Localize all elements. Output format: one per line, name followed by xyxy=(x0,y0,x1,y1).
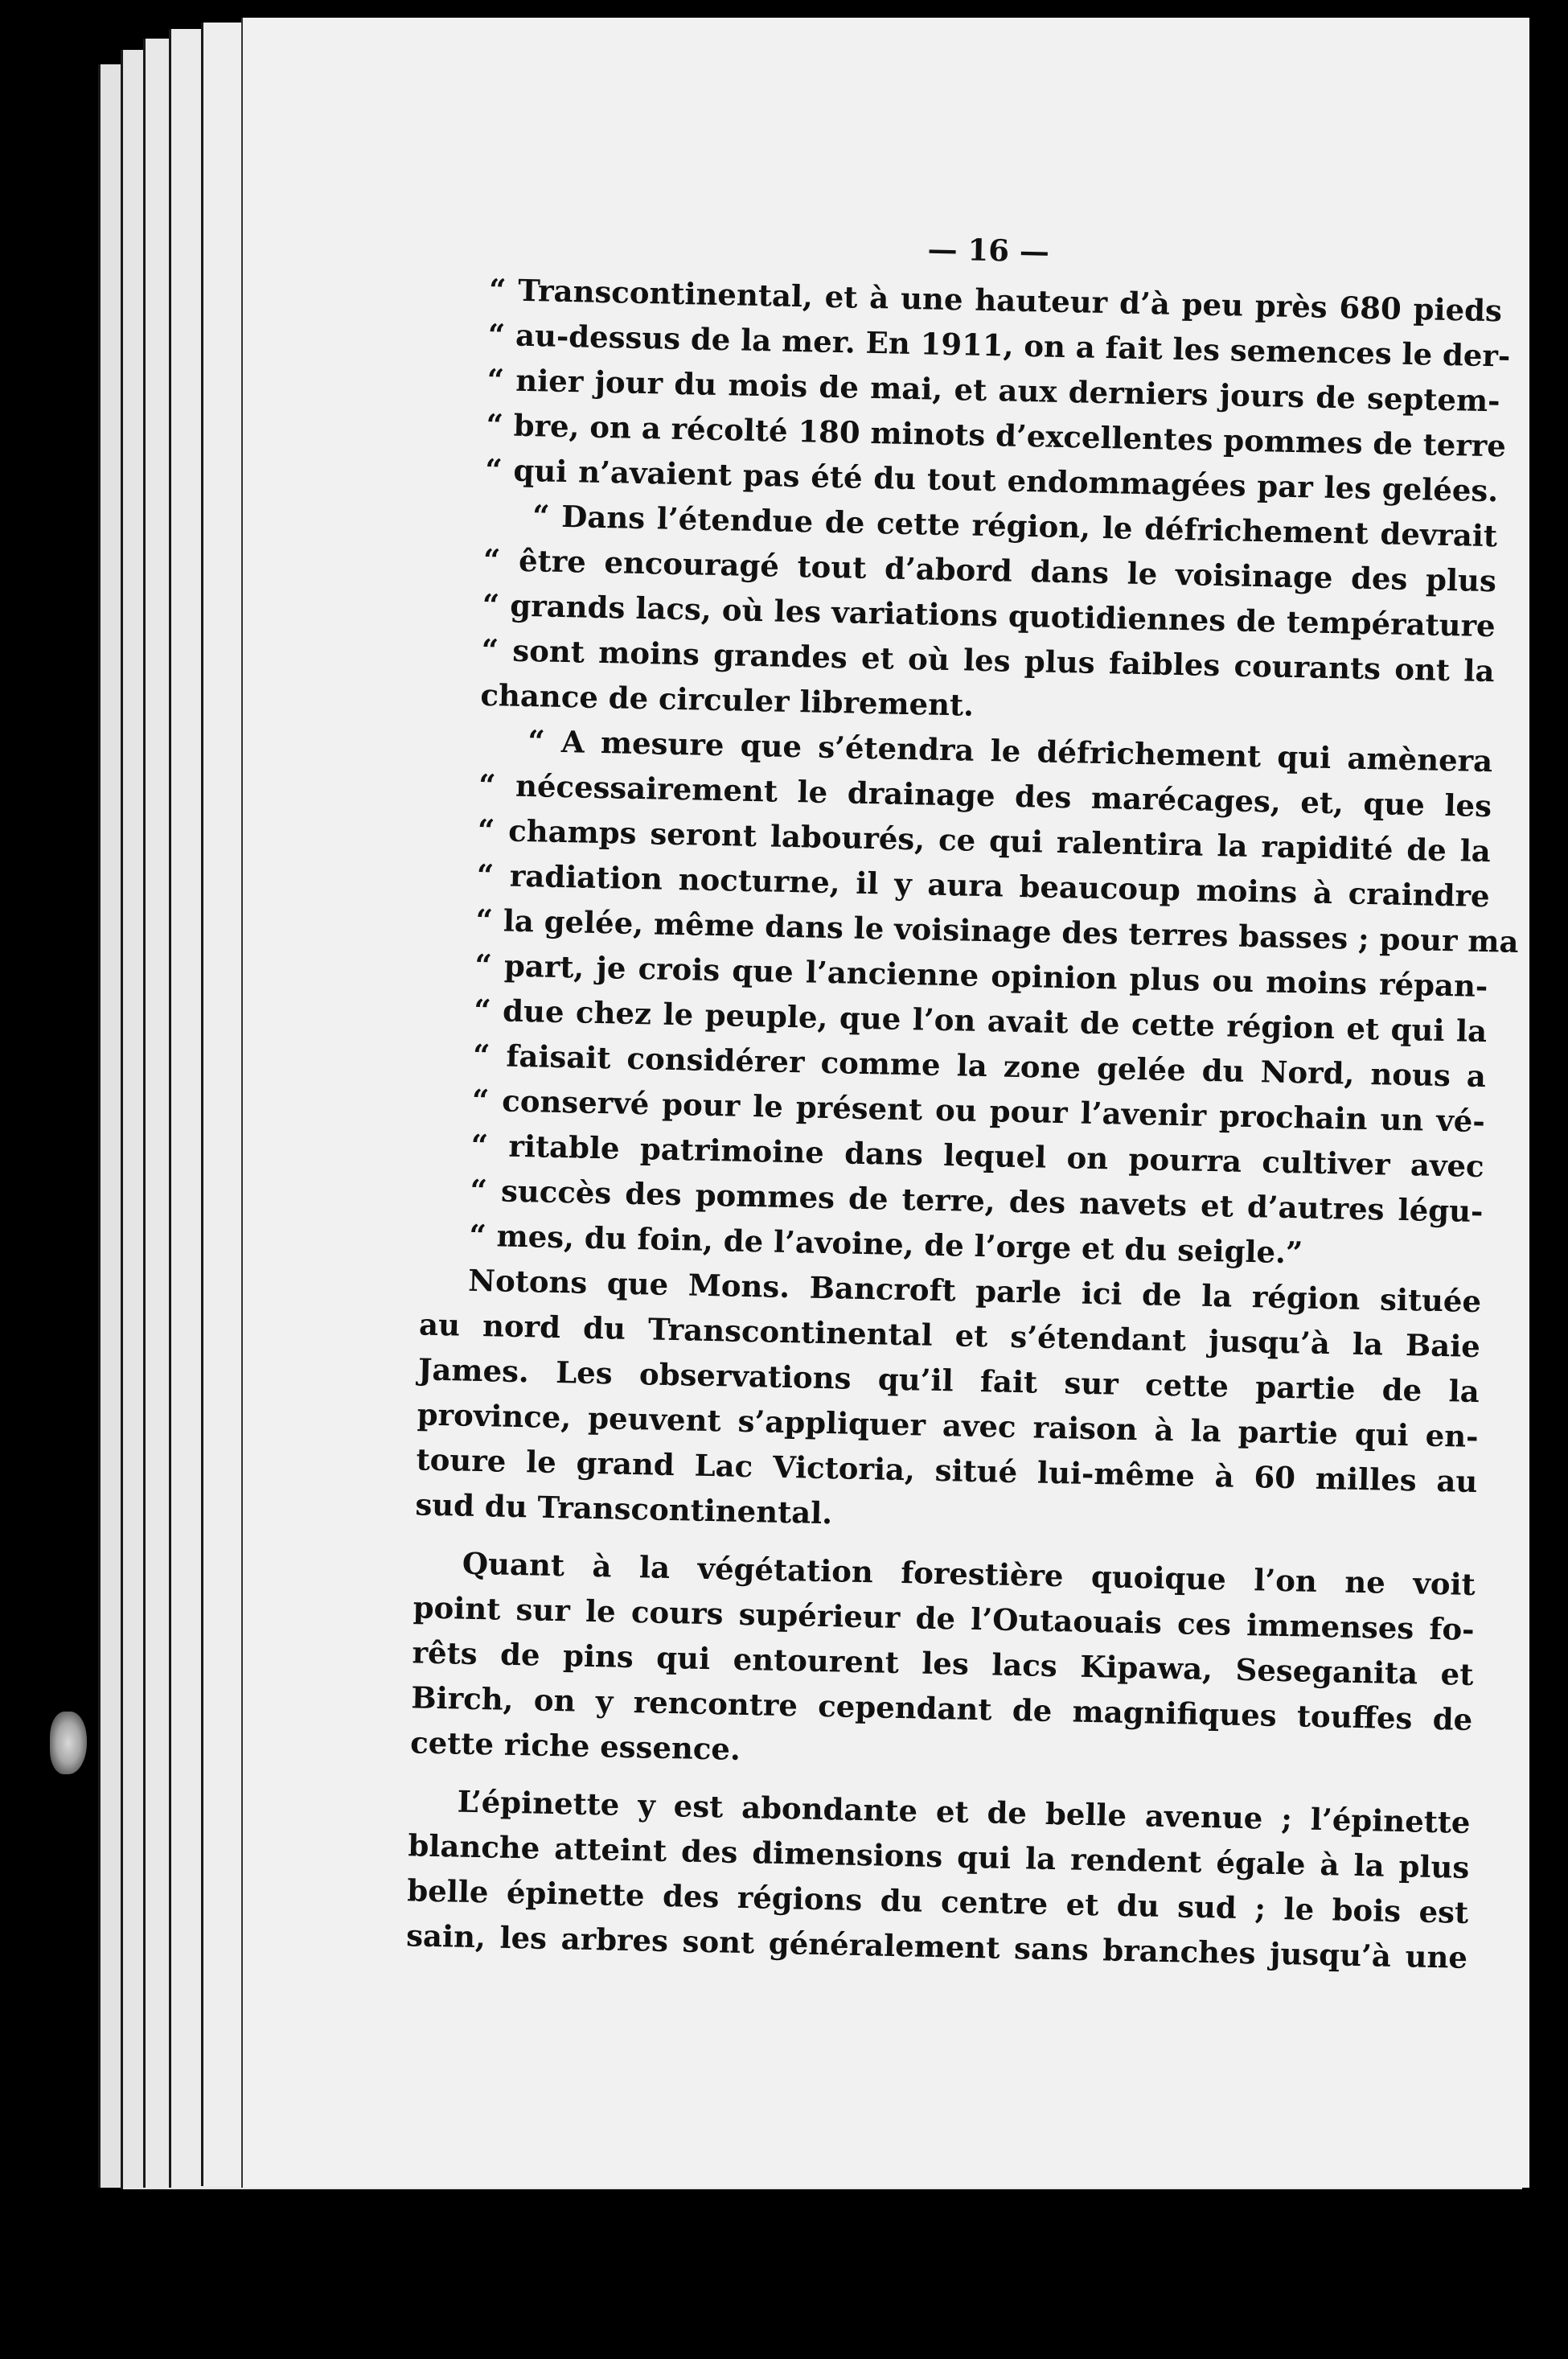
paragraph xyxy=(484,267,1511,513)
text-line: “ due chez le peuple, que l’on avait de cette région et qui la xyxy=(473,992,1488,1050)
text-line: “ bre, on a récolté 180 minots d’excellentes pommes de terre xyxy=(486,406,1507,464)
text-line: sud du Transcontinental. xyxy=(415,1486,833,1531)
text-line: “ sont moins grandes et où les plus faibles courants ont la xyxy=(481,631,1495,689)
text-line: “ grands lacs, où les variations quotidiennes de température xyxy=(482,586,1496,644)
page-number: — 16 — xyxy=(927,231,1050,269)
text-line: rêts de pins qui entourent les lacs Kipawa, Seseganita et xyxy=(412,1634,1474,1692)
text-line: “ nécessairement le drainage des marécages, et, que les xyxy=(478,766,1492,824)
paragraph xyxy=(409,1541,1476,1787)
text-line: “ conservé pour le présent ou pour l’avenir prochain un vé- xyxy=(471,1082,1486,1140)
text-line: blanche atteint des dimensions qui la rendent égale à la plus xyxy=(408,1827,1470,1885)
text-line: “ radiation nocturne, il y aura beaucoup moins à craindre xyxy=(476,857,1491,914)
text-line: “ faisait considérer comme la zone gelée du Nord, nous a xyxy=(472,1037,1487,1095)
text-line: “ Dans l’étendue de cette région, le défrichement devrait xyxy=(532,498,1498,554)
paragraph xyxy=(405,1779,1471,1980)
text-line: “ nier jour du mois de mai, et aux derniers jours de septem- xyxy=(486,361,1500,419)
text-line: “ A mesure que s’étendra le défrichement qui amènera xyxy=(527,723,1493,779)
scan-border xyxy=(1529,0,1568,2359)
text-line: province, peuvent s’appliquer avec raison à la partie qui en- xyxy=(417,1396,1479,1455)
text-line: “ champs seront labourés, ce qui ralentira la rapidité de la xyxy=(477,812,1492,869)
text-line: “ être encouragé tout d’abord dans le voisinage des plus xyxy=(482,541,1497,599)
text-line: Quant à la végétation forestière quoique l’on ne voit xyxy=(462,1545,1476,1603)
text-line: James. Les observations qu’il fait sur cette partie de la xyxy=(417,1351,1480,1410)
paragraph xyxy=(415,1258,1482,1549)
text-line: L’épinette y est abondante et de belle avenue ; l’épinette xyxy=(457,1783,1471,1840)
text-line: “ ritable patrimoine dans lequel on pourra cultiver avec xyxy=(470,1127,1485,1185)
scan-smudge xyxy=(50,1712,87,1774)
text-line: “ la gelée, même dans le voisinage des terres basses ; pour ma xyxy=(475,902,1519,960)
text-line: cette riche essence. xyxy=(409,1724,741,1767)
text-line: point sur le cours supérieur de l’Outaouais ces immenses fo- xyxy=(413,1589,1475,1648)
text-line: “ qui n’avaient pas été du tout endommagées par les gelées. xyxy=(484,451,1499,509)
text-line: “ Transcontinental, et à une hauteur d’à peu près 680 pieds xyxy=(488,271,1503,329)
text-line: sain, les arbres sont généralement sans branches jusqu’à une xyxy=(405,1917,1468,1975)
text-line: “ au-dessus de la mer. En 1911, on a fait les semences le der- xyxy=(487,316,1511,374)
text-line: Birch, on y rencontre cependant de magnifiques touffes de xyxy=(410,1679,1473,1737)
text-line: “ part, je crois que l’ancienne opinion plus ou moins répan- xyxy=(474,947,1488,1005)
text-line: “ succès des pommes de terre, des navets et d’autres légu- xyxy=(470,1172,1484,1230)
text-line: toure le grand Lac Victoria, situé lui-même à 60 milles au xyxy=(416,1441,1478,1500)
text-line: au nord du Transcontinental et s’étendant jusqu’à la Baie xyxy=(418,1306,1481,1365)
text-line: Notons que Mons. Bancroft parle ici de la région située xyxy=(467,1262,1482,1320)
paragraph xyxy=(480,492,1498,738)
text-line: belle épinette des régions du centre et du sud ; le bois est xyxy=(406,1872,1469,1930)
text-line: “ mes, du foin, de l’avoine, de l’orge et du seigle.” xyxy=(469,1217,1303,1271)
text-line: chance de circuler librement. xyxy=(480,676,975,723)
paragraph xyxy=(469,717,1519,1279)
page-text xyxy=(405,217,1519,1980)
